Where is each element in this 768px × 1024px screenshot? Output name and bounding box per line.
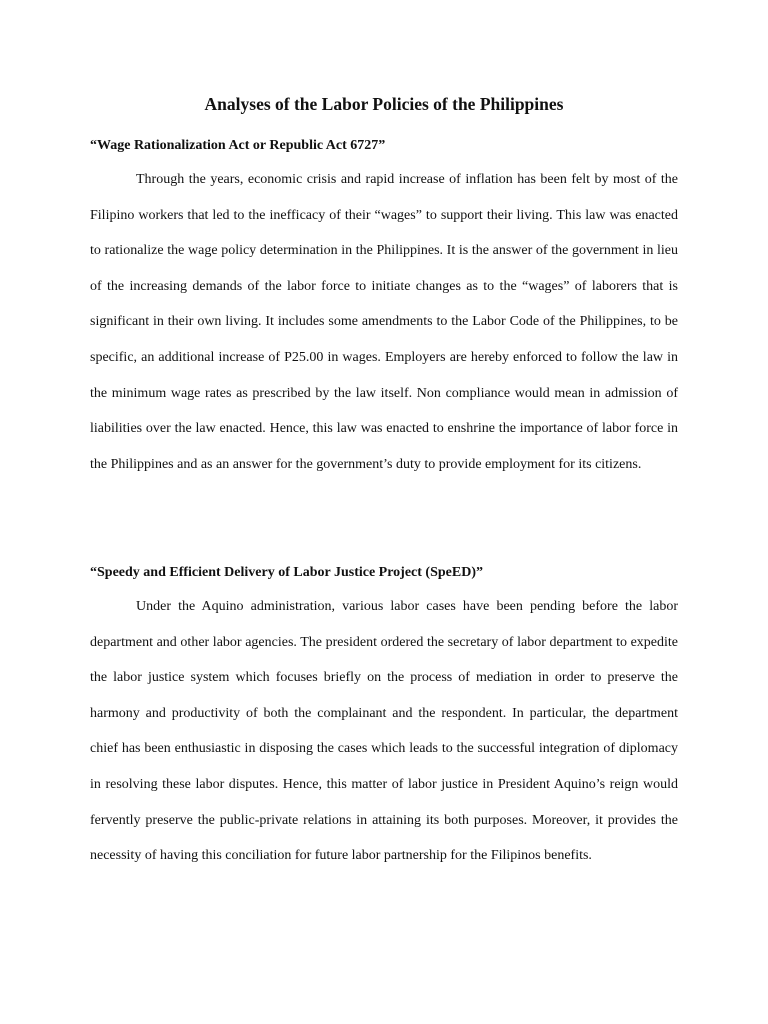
section-paragraph-speed-project: Under the Aquino administration, various labor cases have been pending before the labor department and other labor agencies. The president ordered the secretary of labor department to expedite the labor justice system which focuses briefly on the process of mediation in order to preserve the harmony and productivity of both the complainant and the respondent. In particular, the department chief has been enthusiastic in disposing the cases which leads to the successful integration of diplomacy in resolving these labor disputes. Hence, this matter of labor justice in President Aquino’s reign would fervently preserve the public-private relations in attaining its both purposes. Moreover, it provides the necessity of having this conciliation for future labor partnership for the Filipinos benefits. [90, 599, 678, 864]
section-heading-speed-project: “Speedy and Efficient Delivery of Labor Justice Project (SpeED)” [90, 565, 483, 580]
document-title: Analyses of the Labor Policies of the Philippines [204, 94, 564, 114]
section-paragraph-wage-rationalization: Through the years, economic crisis and rapid increase of inflation has been felt by most of the Filipino workers that led to the inefficacy of their “wages” to support their living. This law was enacted to rationalize the wage policy determination in the Philippines. It is the answer of the government in lieu of the increasing demands of the labor force to initiate changes as to the “wages” of laborers that is significant in their own living. It includes some amendments to the Labor Code of the Philippines, to be specific, an additional increase of P25.00 in wages. Employers are hereby enforced to follow the law in the minimum wage rates as prescribed by the law itself. Non compliance would mean in admission of liabilities over the law enacted. Hence, this law was enacted to enshrine the importance of labor force in the Philippines and as an answer for the government’s duty to provide employment for its citizens. [90, 172, 678, 472]
section-heading-wage-rationalization: “Wage Rationalization Act or Republic Act 6727” [90, 138, 386, 153]
